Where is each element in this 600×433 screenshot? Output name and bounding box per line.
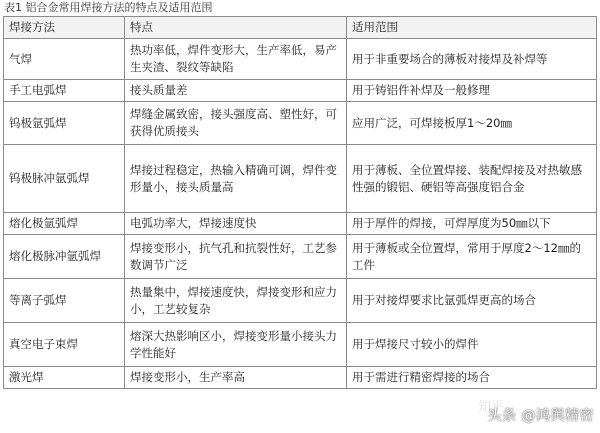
features-cell: 焊接过程稳定，热输入精确可调，焊件变形量小，接头质量高 — [125, 145, 347, 213]
method-cell: 钨极氩弧焊 — [4, 102, 125, 145]
method-cell: 钨极脉冲氩弧焊 — [4, 145, 125, 213]
method-cell: 手工电弧焊 — [4, 80, 125, 102]
method-cell: 气焊 — [4, 39, 125, 80]
table-row — [4, 102, 597, 145]
scope-cell: 用于焊接尺寸较小的焊件 — [347, 323, 597, 367]
table-row — [4, 323, 597, 367]
scope-cell: 用于薄板、全位置焊接、装配焊接及对热敏感性强的锻铝、硬铝等高强度铝合金 — [347, 145, 597, 213]
features-cell: 热功率低，焊件变形大，生产率低，易产生夹渣、裂纹等缺陷 — [125, 39, 347, 80]
table-row — [4, 80, 597, 102]
features-cell: 接头质量差 — [125, 80, 347, 102]
scope-cell: 用于对接焊要求比氩弧焊更高的场合 — [347, 279, 597, 323]
method-cell: 等离子弧焊 — [4, 279, 125, 323]
features-cell: 焊接变形小，抗气孔和抗裂性好，工艺参数调节广泛 — [125, 235, 347, 279]
header-method: 焊接方法 — [4, 17, 125, 39]
faint-watermark: 知乎 — [478, 400, 505, 415]
scope-cell: 应用广泛，可焊接板厚1～20㎜ — [347, 102, 597, 145]
features-cell: 热量集中，焊接速度快，焊接变形和应力小，工艺较复杂 — [125, 279, 347, 323]
table-row — [4, 213, 597, 235]
table-row — [4, 145, 597, 213]
features-cell: 焊接变形小，生产率高 — [125, 367, 347, 389]
scope-cell: 用于厚件的焊接，可焊厚度为50㎜以下 — [347, 213, 597, 235]
table-row — [4, 39, 597, 80]
method-cell: 熔化极氩弧焊 — [4, 213, 125, 235]
method-cell: 真空电子束焊 — [4, 323, 125, 367]
header-features: 特点 — [125, 17, 347, 39]
method-cell: 熔化极脉冲氩弧焊 — [4, 235, 125, 279]
method-cell: 激光焊 — [4, 367, 125, 389]
header-scope: 适用范围 — [347, 17, 597, 39]
features-cell: 熔深大热影响区小，焊接变形量小接头力学性能好 — [125, 323, 347, 367]
table-row — [4, 235, 597, 279]
scope-cell: 用于需进行精密焊接的场合 — [347, 367, 597, 389]
scope-cell: 用于薄板或全位置焊，常用于厚度2～12㎜的工件 — [347, 235, 597, 279]
features-cell: 焊缝金属致密，接头强度高、塑性好，可获得优质接头 — [125, 102, 347, 145]
table-header-row — [4, 17, 597, 39]
source-watermark: 头条 @鸿舆精密 — [487, 408, 594, 424]
scope-cell: 用于铸铝件补焊及一般修理 — [347, 80, 597, 102]
table-row — [4, 367, 597, 389]
table-caption: 表1 铝合金常用焊接方法的特点及适用范围 — [4, 1, 213, 14]
features-cell: 电弧功率大，焊接速度快 — [125, 213, 347, 235]
scope-cell: 用于非重要场合的薄板对接焊及补焊等 — [347, 39, 597, 80]
welding-methods-table — [3, 16, 597, 389]
table-row — [4, 279, 597, 323]
